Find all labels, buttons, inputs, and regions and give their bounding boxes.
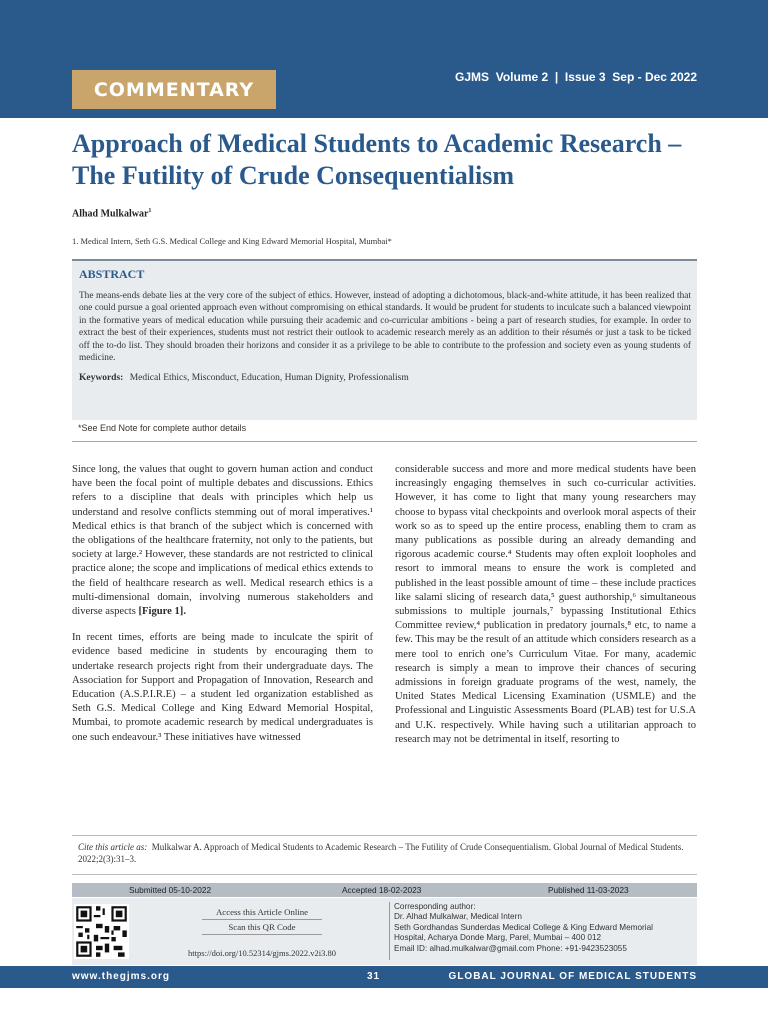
- journal-info: [455, 70, 697, 84]
- access-line2: Scan this QR Code: [202, 920, 322, 935]
- accepted-date: Accepted 18-02-2023: [342, 885, 422, 895]
- vertical-divider: [389, 902, 390, 960]
- end-note: *See End Note for complete author details: [78, 423, 247, 433]
- website-link[interactable]: www.thegjms.org: [72, 971, 170, 982]
- corresponding-author: [394, 902, 653, 954]
- body-column-right: [395, 463, 696, 759]
- figure-reference[interactable]: [Figure 1].: [138, 606, 186, 618]
- doi-link[interactable]: https://doi.org/10.52314/gjms.2022.v2i3.80: [188, 948, 336, 958]
- author-affiliation: 1. Medical Intern, Seth G.S. Medical College and King Edward Memorial Hospital, Mumbai*: [72, 236, 392, 246]
- paragraph-text: Since long, the values that ought to govern human action and conduct have been the focal point of multiple debates and discussions. Ethics refers to a discipline that deals with principles which help us understand and resolve conflicts stemming out of moral imperatives.¹ Medical ethics is that branch of the subject which is concerned with the obligations of the healthcare fraternity, not only to the patients, but society at large.² However, these standards are not restricted to clinical practice alone; the scope and implications of medical ethics extends to the field of healthcare research as well. Medical research ethics is a multi-dimensional domain, involving numerous stakeholders and diverse aspects: [72, 464, 373, 618]
- paragraph: In recent times, efforts are being made to inculcate the spirit of evidence based medicine in students by encouraging them to undertake research projects right from their undergraduate days. The Association for Support and Propagation of Innovation, Research and Education (A.S.P.I.R.E) – a student led organization established as Seth G.S. Medical College and King Edward Memorial Hospital, Mumbai, to promote academic research by medical undergraduates is one such endeavour.³ These initiatives have witnessed: [72, 632, 373, 743]
- abstract-heading: ABSTRACT: [79, 267, 145, 281]
- paragraph: [72, 463, 373, 619]
- footer-bar: [0, 966, 768, 988]
- journal-period: Sep - Dec 2022: [612, 70, 697, 84]
- journal-divider: |: [554, 70, 559, 84]
- access-line1: Access this Article Online: [202, 905, 322, 920]
- divider: [72, 441, 697, 442]
- qr-code-icon[interactable]: [74, 904, 129, 959]
- article-title: Approach of Medical Students to Academic Research – The Futility of Crude Consequentialism: [72, 129, 682, 190]
- corr-contact[interactable]: Email ID: alhad.mulkalwar@gmail.com Phone: +91-9423523055: [394, 943, 627, 953]
- access-info: [162, 905, 362, 960]
- corr-addr2: Hospital, Acharya Donde Marg, Parel, Mumbai – 400 012: [394, 933, 602, 943]
- dates-bar: [72, 883, 697, 897]
- paragraph: considerable success and more and more medical students have been increasingly engaging themselves in such co-curricular activities. However, it has come to light that many young researchers may choose to bypass vital checkpoints and overlook moral aspects of their work so as to speed up the entire process, enabling them to cram as many publications as possible during an already demanding and rigorous academic course.⁴ Students may often exploit loopholes and resort to immoral means to ensure the work is completed and published in the least possible amount of time – these include practices like salami slicing of research data,⁵ guest authorship,⁶ simultaneous submissions to multiple journals,⁷ bypassing Institutional Ethics Committee review,⁴ publication in predatory journals,⁸ etc, to name a few. This may be the result of an attitude which considers research as a mere tool to enrich one’s Curriculum Vitae. For many, academic research is simply a mean to improve their chances of securing admissions in foreign graduate programs of the west, namely, the United States Medical Licensing Examination (USMLE) and the Professional and Linguistic Assessments Board (PLAB) test for U.S.A and U.K. respectively. While having such a utilitarian approach to research may not be detrimental in itself, resorting to: [395, 464, 696, 745]
- journal-volume: Volume 2: [495, 70, 549, 84]
- author-name-text: Alhad Mulkalwar: [72, 208, 149, 220]
- body-column-left: [72, 463, 373, 757]
- footer-journal-name: GLOBAL JOURNAL OF MEDICAL STUDENTS: [448, 971, 697, 982]
- citation-box: [72, 835, 697, 875]
- corr-label: Corresponding author:: [394, 902, 476, 911]
- author-sup: 1: [148, 208, 152, 214]
- keywords: [79, 373, 691, 383]
- keywords-list: Medical Ethics, Misconduct, Education, Human Dignity, Professionalism: [129, 373, 409, 384]
- page-number: 31: [367, 971, 381, 982]
- page-bottom-margin: [0, 988, 768, 1024]
- published-date: Published 11-03-2023: [548, 885, 629, 895]
- abstract-text: The means-ends debate lies at the very core of the subject of ethics. However, instead of adopting a dichotomous, black-and-white attitude, it has been realized that one could pursue a goal oriented approach even without compromising on ethical standards. It would be prudent for students to inculcate such a balanced viewpoint in the formative years of medical education while pursuing their academic and co-curricular ambitions - being a part of research studies, for example. In order to extract the best of their experiences, students must not restrict their outlook to academic research merely as an addition to their résumés or just a task to be ticked off the to-do list. They should broaden their horizons and consider it as a privilege to be able to contribute to the profession and society even as young students of medicine.: [79, 291, 691, 364]
- citation-text: Mulkalwar A. Approach of Medical Students to Academic Research – The Futility of Crude Consequentialism. Global Journal of Medical Students. 2022;2(3):31–3.: [78, 842, 684, 864]
- article-info-box: [72, 898, 697, 965]
- corr-name: Dr. Alhad Mulkalwar, Medical Intern: [394, 912, 522, 922]
- corr-addr1: Seth Gordhandas Sunderdas Medical College & King Edward Memorial: [394, 922, 653, 932]
- section-badge: COMMENTARY: [72, 70, 276, 109]
- journal-issue: Issue 3: [564, 70, 606, 84]
- author-name: [72, 208, 151, 219]
- journal-abbrev: GJMS: [455, 70, 490, 84]
- citation-label: Cite this article as:: [78, 842, 148, 852]
- keywords-label: Keywords:: [79, 373, 124, 384]
- abstract-box: [72, 259, 697, 420]
- submitted-date: Submitted 05-10-2022: [129, 885, 212, 895]
